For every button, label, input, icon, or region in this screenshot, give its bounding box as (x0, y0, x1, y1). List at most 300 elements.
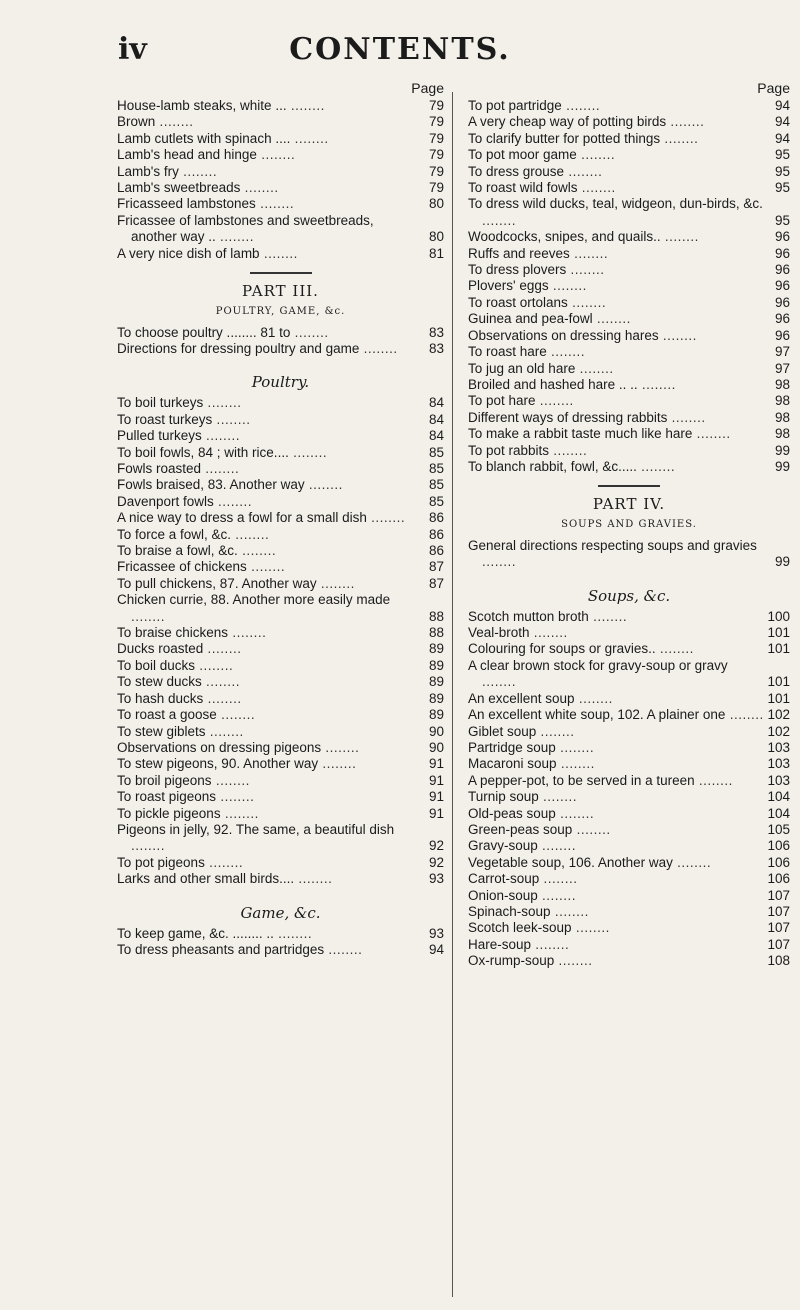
part-heading: PART IV. (592, 494, 666, 513)
entry-page-number: 95 (774, 180, 790, 196)
entry-page-number: 100 (767, 608, 790, 624)
entry-page-number: 89 (428, 674, 444, 690)
entry-page-number: 94 (774, 130, 790, 146)
leader-dots: ........ (549, 442, 588, 458)
leader-dots: ........ (555, 805, 595, 821)
entry-page-number: 84 (428, 395, 444, 411)
toc-entry (117, 724, 444, 740)
entry-page-number: 95 (774, 147, 790, 163)
toc-entry (468, 806, 790, 822)
entry-title: To roast ortolans (468, 294, 568, 310)
entry-page-number: 86 (428, 543, 444, 559)
entry-title: Lamb cutlets with spinach .... (117, 130, 291, 146)
entry-title: Scotch leek-soup (468, 920, 572, 936)
toc-entry (117, 756, 444, 772)
entry-page-number: 91 (428, 789, 444, 805)
leader-dots: ........ (212, 411, 251, 427)
leader-dots: ........ (246, 559, 286, 575)
toc-entry (117, 942, 444, 958)
toc-entry (468, 609, 790, 625)
page-column-label: Page (411, 80, 444, 96)
toc-entry (468, 196, 790, 229)
entry-page-number: 83 (428, 324, 444, 340)
toc-entry (468, 246, 790, 262)
entry-page-number: 89 (428, 707, 444, 723)
toc-entry (468, 262, 790, 278)
leader-dots: ........ (694, 772, 733, 788)
entry-page-number: 79 (428, 114, 444, 130)
toc-entry (468, 658, 790, 691)
leader-dots: ........ (546, 344, 586, 360)
leader-dots: ........ (574, 690, 613, 706)
entry-title: To pull chickens, 87. Another way (117, 575, 317, 591)
section-rule (250, 272, 312, 274)
leader-dots: ........ (290, 324, 329, 340)
toc-entry (117, 325, 444, 341)
entry-page-number: 83 (428, 340, 444, 356)
entry-page-number: 79 (428, 180, 444, 196)
entry-page-number: 95 (774, 212, 790, 228)
leader-dots: ........ (537, 887, 577, 903)
entry-title: Pigeons in jelly, 92. The same, a beautiful dish (117, 821, 395, 837)
leader-dots: ........ (294, 871, 333, 887)
entry-page-number: 101 (767, 625, 790, 641)
entry-page-number: 94 (774, 98, 790, 113)
toc-entry (117, 576, 444, 592)
entry-title: To roast a goose (117, 707, 217, 723)
leader-dots: ........ (725, 707, 764, 723)
entry-title: To pot partridge (468, 98, 562, 113)
leader-dots: ........ (220, 805, 259, 821)
entry-list (468, 98, 790, 475)
leader-dots: ........ (195, 657, 234, 673)
entry-page-number: 90 (428, 723, 444, 739)
section-rule (598, 485, 660, 487)
toc-entry (468, 114, 790, 130)
toc-entry (117, 527, 444, 543)
entry-page-number: 103 (767, 756, 790, 772)
leader-dots: ........ (324, 941, 363, 957)
leader-dots: ........ (256, 147, 296, 163)
entry-title: To boil turkeys (117, 395, 204, 411)
leader-dots: ........ (213, 493, 253, 509)
leader-dots: ........ (131, 838, 166, 854)
entry-page-number: 107 (767, 903, 790, 919)
entry-page-number: 99 (774, 442, 790, 458)
leader-dots: ........ (658, 327, 697, 343)
entry-page-number: 104 (767, 789, 790, 805)
leader-dots: ........ (561, 98, 601, 113)
entry-list (117, 395, 444, 887)
entry-page-number: 107 (767, 936, 790, 952)
leader-dots: ........ (666, 114, 705, 130)
toc-entry (117, 658, 444, 674)
entry-page-number: 96 (774, 262, 790, 278)
entry-title: To stew ducks (117, 674, 202, 690)
leader-dots: ........ (660, 130, 699, 146)
leader-dots: ........ (588, 608, 628, 624)
entry-page-number: 79 (428, 98, 444, 113)
entry-title: To clarify butter for potted things (468, 130, 661, 146)
entry-title: Lamb's sweetbreads (117, 180, 241, 196)
toc-entry (117, 691, 444, 707)
toc-entry (468, 295, 790, 311)
entry-title: Scotch mutton broth (468, 608, 589, 624)
toc-entry (468, 410, 790, 426)
entry-title: Fricassee of lambstones and sweetbreads, another way .. (117, 212, 374, 245)
entry-title: To pot moor game (468, 147, 577, 163)
toc-entry (468, 740, 790, 756)
part-subheading: SOUPS AND GRAVIES. (561, 518, 697, 530)
entry-title: Ruffs and reeves (468, 245, 570, 261)
leader-dots: ........ (216, 707, 256, 723)
entry-page-number: 89 (428, 657, 444, 673)
leader-dots: ........ (231, 526, 270, 542)
entry-page-number: 86 (428, 526, 444, 542)
entry-page-number: 93 (428, 871, 444, 887)
toc-entry (468, 361, 790, 377)
entry-title: To pot hare (468, 393, 536, 409)
entry-list (117, 325, 444, 358)
toc-entry (117, 592, 444, 625)
entry-title: Fricasseed lambstones (117, 196, 256, 212)
leader-dots: ........ (304, 477, 343, 493)
toc-entry (468, 773, 790, 789)
entry-list (117, 98, 444, 262)
entry-page-number: 98 (774, 409, 790, 425)
entry-page-number: 97 (774, 344, 790, 360)
toc-entry (468, 147, 790, 163)
entry-title: Turnip soup (468, 789, 539, 805)
toc-entry (117, 855, 444, 871)
toc-entry (117, 428, 444, 444)
toc-entry (117, 114, 444, 130)
entry-title: To roast pigeons (117, 789, 217, 805)
toc-entry (468, 344, 790, 360)
toc-entry (117, 164, 444, 180)
entry-title: To pot rabbits (468, 442, 550, 458)
entry-page-number: 89 (428, 690, 444, 706)
leader-dots: ........ (321, 739, 360, 755)
toc-entry (468, 691, 790, 707)
leader-dots: ........ (215, 229, 255, 245)
entry-page-number: 101 (767, 674, 790, 690)
toc-entry (468, 855, 790, 871)
toc-entry (117, 559, 444, 575)
leader-dots: ........ (204, 854, 244, 870)
entry-title: Pulled turkeys (117, 428, 202, 444)
toc-entry (117, 180, 444, 196)
entry-page-number: 91 (428, 756, 444, 772)
entry-title: Guinea and pea-fowl (468, 311, 593, 327)
entry-page-number: 106 (767, 854, 790, 870)
toc-entry (117, 806, 444, 822)
running-head (0, 4, 800, 74)
entry-title: Different ways of dressing rabbits (468, 409, 668, 425)
entry-page-number: 80 (428, 229, 444, 245)
entry-title: Brown (117, 114, 156, 130)
toc-entry (117, 246, 444, 262)
entry-title: Ducks roasted (117, 641, 204, 657)
toc-entry (468, 443, 790, 459)
leader-dots: ........ (569, 245, 609, 261)
leader-dots: ........ (255, 196, 295, 212)
entry-title: Broiled and hashed hare .. .. (468, 376, 638, 392)
leader-dots: ........ (155, 114, 194, 130)
entry-title: Hare-soup (468, 936, 532, 952)
leader-dots: ........ (482, 554, 517, 570)
entry-title: To pot pigeons (117, 854, 205, 870)
toc-entry (117, 341, 444, 357)
toc-entry (468, 822, 790, 838)
entry-title: To make a rabbit taste much like hare (468, 426, 693, 442)
leader-dots: ........ (567, 294, 607, 310)
leader-dots: ........ (529, 625, 568, 641)
toc-entry (468, 131, 790, 147)
toc-entry (468, 707, 790, 723)
entry-title: An excellent soup (468, 690, 575, 706)
entry-title: A very cheap way of potting birds (468, 114, 667, 130)
toc-entry (468, 920, 790, 936)
leader-dots: ........ (548, 278, 587, 294)
section-heading: Poultry. (251, 373, 310, 392)
entry-title: Onion-soup (468, 887, 538, 903)
entry-page-number: 94 (774, 114, 790, 130)
toc-entry (117, 707, 444, 723)
entry-page-number: 103 (767, 772, 790, 788)
entry-title: To stew pigeons, 90. Another way (117, 756, 319, 772)
leader-dots: ........ (575, 360, 614, 376)
toc-entry (117, 773, 444, 789)
entry-page-number: 98 (774, 393, 790, 409)
leader-dots: ........ (555, 739, 595, 755)
entry-title: Observations on dressing hares (468, 327, 659, 343)
leader-dots: ........ (201, 674, 241, 690)
toc-entry (468, 724, 790, 740)
entry-title: To choose poultry ........ 81 to (117, 324, 291, 340)
entry-page-number: 101 (767, 690, 790, 706)
section-heading: Soups, &c. (587, 586, 671, 605)
entry-list (468, 609, 790, 970)
toc-entry (117, 196, 444, 212)
toc-entry (468, 888, 790, 904)
entry-title: To stew giblets (117, 723, 206, 739)
page-number: iv (118, 32, 147, 67)
entry-page-number: 94 (428, 941, 444, 957)
leader-dots: ........ (290, 130, 329, 146)
leader-dots: ........ (566, 262, 605, 278)
leader-dots: ........ (203, 690, 242, 706)
entry-title: To keep game, &c. ........ .. (117, 925, 274, 941)
page-title: CONTENTS. (289, 32, 511, 67)
toc-entry (468, 180, 790, 196)
entry-title: Giblet soup (468, 723, 537, 739)
toc-entry (468, 377, 790, 393)
entry-title: To dress pheasants and partridges (117, 941, 325, 957)
entry-title: Vegetable soup, 106. Another way (468, 854, 673, 870)
entry-title: A clear brown stock for gravy-soup or gravy (468, 657, 728, 673)
leader-dots: ........ (636, 458, 676, 474)
leader-dots: ........ (201, 461, 240, 476)
entry-page-number: 92 (428, 838, 444, 854)
entry-page-number: 89 (428, 641, 444, 657)
toc-entry (117, 494, 444, 510)
entry-title: To braise a fowl, &c. (117, 543, 238, 559)
entry-page-number: 88 (428, 625, 444, 641)
entry-page-number: 103 (767, 739, 790, 755)
entry-title: To hash ducks (117, 690, 204, 706)
leader-dots: ........ (672, 854, 712, 870)
leader-dots: ........ (482, 674, 517, 690)
entry-title: Colouring for soups or gravies.. (468, 641, 656, 657)
toc-entry (468, 625, 790, 641)
toc-entry (468, 459, 790, 475)
entry-title: To blanch rabbit, fowl, &c..... (468, 458, 637, 474)
entry-page-number: 102 (767, 723, 790, 739)
entry-title: A very nice dish of lamb (117, 245, 260, 261)
leader-dots: ........ (535, 393, 574, 409)
entry-title: To roast hare (468, 344, 547, 360)
entry-title: To dress plovers (468, 262, 567, 278)
part-heading: PART III. (242, 281, 319, 300)
leader-dots: ........ (131, 608, 166, 624)
toc-entry (117, 510, 444, 526)
entry-page-number: 105 (767, 821, 790, 837)
entry-page-number: 96 (774, 294, 790, 310)
entry-title: A nice way to dress a fowl for a small dish (117, 510, 367, 526)
leader-dots: ........ (273, 925, 313, 941)
toc-entry (468, 164, 790, 180)
entry-title: To force a fowl, &c. (117, 526, 232, 542)
toc-entry (117, 147, 444, 163)
entry-title: General directions respecting soups and gravies (468, 537, 757, 553)
toc-entry (117, 213, 444, 246)
entry-title: Fowls roasted (117, 461, 202, 476)
entry-page-number: 93 (428, 925, 444, 941)
entry-title: Spinach-soup (468, 903, 551, 919)
toc-entry (117, 98, 444, 114)
entry-title: Old-peas soup (468, 805, 556, 821)
toc-entry (117, 641, 444, 657)
toc-entry (468, 393, 790, 409)
toc-entry (468, 98, 790, 114)
leader-dots: ........ (203, 641, 242, 657)
entry-title: Gravy-soup (468, 838, 538, 854)
leader-dots: ........ (211, 772, 250, 788)
entry-page-number: 107 (767, 920, 790, 936)
leader-dots: ........ (316, 575, 355, 591)
toc-entry (117, 789, 444, 805)
entry-page-number: 108 (767, 953, 790, 969)
entry-page-number: 106 (767, 871, 790, 887)
toc-entry (117, 625, 444, 641)
entry-page-number: 107 (767, 887, 790, 903)
section-heading: Game, &c. (240, 903, 321, 922)
toc-entry (468, 278, 790, 294)
entry-title: To jug an old hare (468, 360, 576, 376)
leader-dots: ........ (359, 340, 398, 356)
toc-entry (117, 822, 444, 855)
entry-page-number: 96 (774, 245, 790, 261)
entry-page-number: 85 (428, 493, 444, 509)
toc-entry (117, 477, 444, 493)
entry-title: To boil fowls, 84 ; with rice.... (117, 444, 289, 460)
entry-title: An excellent white soup, 102. A plainer one (468, 707, 726, 723)
entry-title: Carrot-soup (468, 871, 540, 887)
entry-page-number: 97 (774, 360, 790, 376)
leader-dots: ........ (240, 180, 279, 196)
entry-page-number: 96 (774, 327, 790, 343)
entry-page-number: 99 (774, 458, 790, 474)
toc-entry (468, 838, 790, 854)
toc-entry (117, 674, 444, 690)
entry-page-number: 80 (428, 196, 444, 212)
entry-title: Ox-rump-soup (468, 953, 555, 969)
toc-entry (468, 937, 790, 953)
entry-title: Chicken currie, 88. Another more easily made (117, 592, 391, 608)
entry-title: Larks and other small birds.... (117, 871, 295, 887)
entry-page-number: 98 (774, 376, 790, 392)
entry-title: To braise chickens (117, 625, 229, 641)
toc-entry (468, 328, 790, 344)
leader-dots: ........ (178, 163, 218, 179)
leader-dots: ........ (318, 756, 357, 772)
toc-entry (117, 412, 444, 428)
entry-title: Macaroni soup (468, 756, 557, 772)
entry-page-number: 85 (428, 461, 444, 476)
leader-dots: ........ (536, 723, 575, 739)
leader-dots: ........ (667, 409, 706, 425)
entry-page-number: 99 (774, 554, 790, 570)
entry-list (468, 538, 790, 571)
leader-dots: ........ (577, 180, 616, 196)
leader-dots: ........ (228, 625, 267, 641)
toc-entry (117, 871, 444, 887)
toc-entry (117, 395, 444, 411)
leader-dots: ........ (637, 376, 676, 392)
entry-page-number: 92 (428, 854, 444, 870)
entry-title: To roast wild fowls (468, 180, 578, 196)
entry-list (117, 926, 444, 959)
entry-page-number: 85 (428, 444, 444, 460)
entry-title: Partridge soup (468, 739, 556, 755)
entry-title: Davenport fowls (117, 493, 214, 509)
toc-entry (468, 311, 790, 327)
leader-dots: ........ (237, 543, 277, 559)
toc-entry (468, 538, 790, 571)
entry-title: Fowls braised, 83. Another way (117, 477, 305, 493)
toc-entry (117, 926, 444, 942)
leader-dots: ........ (572, 821, 611, 837)
entry-title: Green-peas soup (468, 821, 573, 837)
entry-title: To dress grouse (468, 163, 565, 179)
part-subheading: POULTRY, GAME, &c. (215, 305, 346, 317)
toc-entry (468, 871, 790, 887)
entry-title: To dress wild ducks, teal, widgeon, dun-birds, &c. (468, 196, 763, 212)
leader-dots: ........ (539, 871, 578, 887)
entry-title: House-lamb steaks, white ... (117, 98, 287, 113)
entry-title: Woodcocks, snipes, and quails.. (468, 229, 661, 245)
leader-dots: ........ (201, 428, 241, 444)
entry-title: Directions for dressing poultry and game (117, 340, 360, 356)
entry-page-number: 87 (428, 575, 444, 591)
leader-dots: ........ (259, 245, 298, 261)
leader-dots: ........ (571, 920, 610, 936)
toc-entry (468, 229, 790, 245)
entry-title: To broil pigeons (117, 772, 212, 788)
leader-dots: ........ (556, 756, 595, 772)
toc-entry (117, 740, 444, 756)
